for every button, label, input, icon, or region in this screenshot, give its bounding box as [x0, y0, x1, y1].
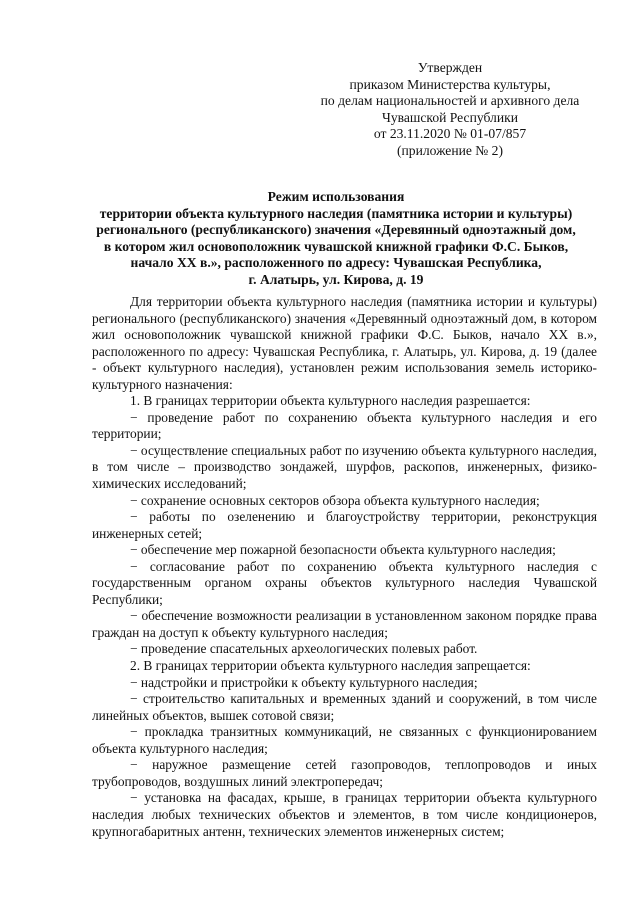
approval-block [300, 60, 600, 159]
document-title [72, 189, 600, 289]
list-item: − сохранение основных секторов обзора объекта культурного наследия; [130, 492, 540, 508]
list-item: − обеспечение возможности реализации в установленном законом порядке права граждан на доступ к объекту культурного наследия; [92, 608, 597, 640]
intro-paragraph: Для территории объекта культурного наследия (памятника истории и культуры) регионального (республиканского) значения «Деревянный одноэтажный дом, в котором жил основоположник чувашской книжной графики Ф.С. Быков, начало XX в.», расположенного по адресу: Чувашская Республика, г. Алатырь, ул. Кирова, д. 19 (далее - объект культурного наследия), установлен режим использования земель историко-культурного назначения: [92, 294, 597, 392]
title-line: территории объекта культурного наследия (памятника истории и культуры) [99, 205, 573, 221]
list-item: − обеспечение мер пожарной безопасности объекта культурного наследия; [130, 542, 556, 558]
document-body [92, 294, 597, 840]
title-line: Режим использования [267, 189, 405, 204]
title-line: начало XX в.», расположенного по адресу: Чувашская Республика, [130, 255, 542, 271]
list-item: − работы по озеленению и благоустройству территории, реконструкция инженерных сетей; [92, 509, 597, 541]
approval-line: Утвержден [417, 60, 483, 75]
approval-line: приказом Министерства культуры, [349, 76, 551, 92]
list-item: − прокладка транзитных коммуникаций, не связанных с функционированием объекта культурного наследия; [92, 724, 597, 756]
list-item: − установка на фасадах, крыше, в границах территории объекта культурного наследия любых технических объектов и элементов, в том числе кондиционеров, крупногабаритных антенн, технических элементов инженерных систем; [92, 790, 597, 839]
approval-line: от 23.11.2020 № 01-07/857 [373, 126, 527, 141]
section-2-heading: 2. В границах территории объекта культурного наследия запрещается: [130, 658, 531, 674]
title-line: в котором жил основоположник чувашской книжной графики Ф.С. Быков, [103, 238, 569, 254]
section-1-heading: 1. В границах территории объекта культурного наследия разрешается: [130, 393, 531, 409]
list-item: − проведение спасательных археологических полевых работ. [130, 641, 478, 657]
list-item: − проведение работ по сохранению объекта культурного наследия и его территории; [92, 409, 597, 442]
list-item: − наружное размещение сетей газопроводов, теплопроводов и иных трубопроводов, воздушных линий электропередач; [92, 757, 597, 789]
approval-line: (приложение № 2) [396, 142, 504, 158]
title-line: регионального (республиканского) значения «Деревянный одноэтажный дом, [96, 222, 576, 238]
list-item: − надстройки и пристройки к объекту культурного наследия; [130, 674, 478, 690]
list-item: − осуществление специальных работ по изучению объекта культурного наследия, в том числе – производство зондажей, шурфов, раскопов, инженерных, физико-химических исследований; [92, 442, 597, 492]
approval-line: Чувашской Республики [382, 109, 518, 125]
list-item: − согласование работ по сохранению объекта культурного наследия с государственным органом охраны объектов культурного наследия Чувашской Республики; [92, 558, 597, 607]
list-item: − строительство капитальных и временных зданий и сооружений, в том числе линейных объектов, вышек сотовой связи; [92, 691, 597, 723]
approval-line: по делам национальностей и архивного дела [320, 93, 580, 108]
title-line: г. Алатырь, ул. Кирова, д. 19 [248, 271, 424, 287]
